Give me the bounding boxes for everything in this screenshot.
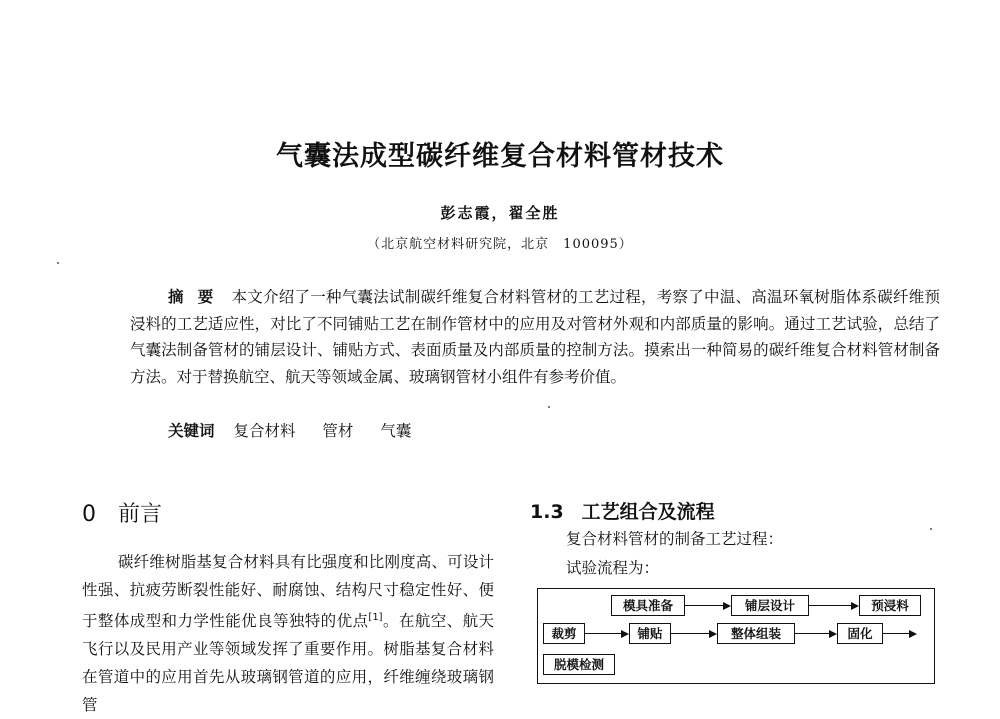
- paper-title: 气囊法成型碳纤维复合材料管材技术: [276, 141, 724, 172]
- keywords-label: 关键词: [168, 421, 215, 440]
- flow-arrow: [795, 633, 835, 634]
- authors: 彭志霞，翟全胜: [440, 204, 560, 222]
- section-title: 前言: [118, 502, 163, 527]
- flow-arrow: [809, 605, 857, 606]
- section-1-3-line: 复合材料管材的制备工艺过程：: [566, 530, 784, 548]
- section-title: 工艺组合及流程: [581, 501, 715, 523]
- affiliation: （北京航空材料研究院，北京 100095）: [367, 237, 633, 252]
- process-flowchart: [537, 588, 935, 684]
- section-number: 1.3: [530, 501, 564, 523]
- body-text: 碳纤维树脂基复合材料具有比强度和比刚度高、可设计性强、抗疲劳断裂性能好、耐腐蚀、结构尺寸稳定性好、便于整体成型和力学性能优良等独特的优点: [82, 553, 494, 631]
- flow-node-prepreg: 预浸料: [859, 595, 921, 616]
- flow-arrow: [671, 633, 715, 634]
- flow-node-layup-design: 铺层设计: [731, 595, 809, 616]
- flow-arrow: [685, 605, 729, 606]
- citation: [1]: [368, 612, 383, 623]
- section-1-3-line: 试验流程为：: [566, 559, 660, 577]
- scan-speck: [548, 406, 550, 408]
- scan-speck: [57, 262, 59, 264]
- abstract: [130, 284, 940, 390]
- flow-node-assembly: 整体组装: [717, 623, 795, 644]
- abstract-text: 本文介绍了一种气囊法试制碳纤维复合材料管材的工艺过程，考察了中温、高温环氧树脂体系碳纤维预浸料的工艺适应性，对比了不同铺贴工艺在制作管材中的应用及对管材外观和内部质量的影响。通过工艺试验，总结了气囊法制备管材的铺层设计、铺贴方式、表面质量及内部质量的控制方法。摸索出一种简易的碳纤维复合材料管材制备方法。对于替换航空、航天等领域金属、玻璃钢管材小组件有参考价值。: [130, 288, 940, 386]
- scan-speck: [930, 528, 932, 530]
- section-0-body: [82, 548, 494, 719]
- section-1-3-heading: [530, 497, 715, 524]
- flow-arrow: [883, 633, 915, 634]
- keyword: 管材: [322, 422, 354, 440]
- section-0-heading: [82, 497, 162, 528]
- flow-arrow: [585, 633, 627, 634]
- keywords: [168, 419, 433, 441]
- abstract-label: 摘要: [168, 287, 228, 306]
- keyword: 气囊: [380, 422, 412, 440]
- flow-node-cutting: 裁剪: [543, 623, 585, 644]
- keyword: 复合材料: [233, 422, 296, 440]
- flow-node-mold-prep: 模具准备: [611, 595, 685, 616]
- section-number: 0: [82, 502, 96, 527]
- flow-node-laying: 铺贴: [629, 623, 671, 644]
- flow-node-curing: 固化: [837, 623, 883, 644]
- flow-node-demold-inspect: 脱模检测: [543, 654, 615, 675]
- body-text: 。在航空、航天飞行以及民用产业等领域发挥了重要作用。树脂基复合材料在管道中的应用首先从玻璃钢管道的应用，纤维缠绕玻璃钢管: [82, 612, 494, 715]
